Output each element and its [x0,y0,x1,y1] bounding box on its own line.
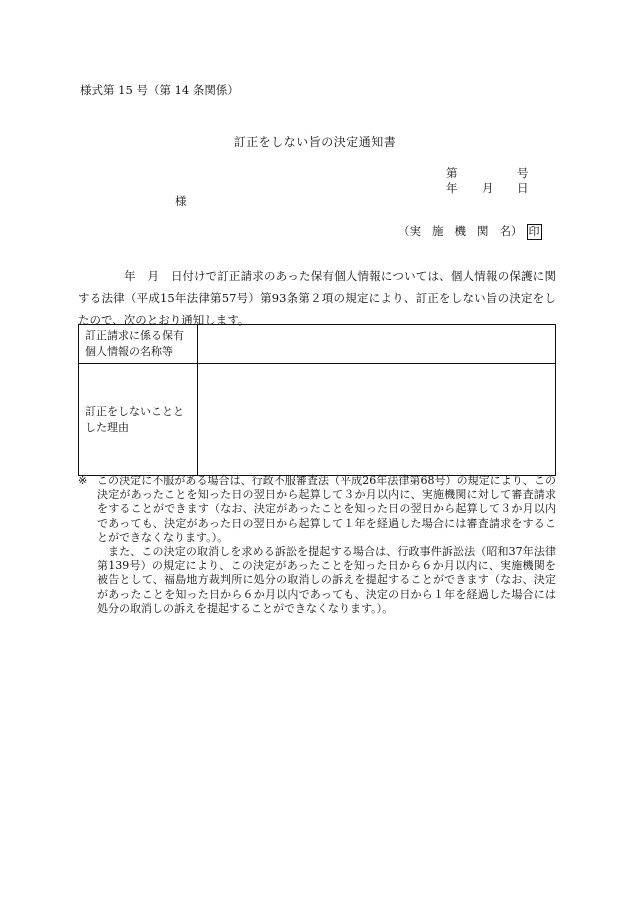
number-suffix: 号 [517,166,529,180]
row-label: 訂正請求に係る保有個人情報の名称等 [79,325,198,364]
row-value [198,325,556,364]
agency-part: 名） [499,224,523,238]
agency-part: 機 [454,224,466,238]
number-prefix: 第 [446,166,458,180]
body-text: 訂正請求のあった保有個人情報については、個人情報の保護に関する法律（平成15年法律第57号）第93条第２項の規定により、訂正をしない旨の決定をしたので、次のとおり通知します。 [78,269,556,327]
info-table [78,324,556,476]
addressee-suffix: 様 [175,194,187,208]
body-date-year: 年 [124,269,136,283]
date-day: 日 [517,181,529,195]
page-title: 訂正をしない旨の決定通知書 [233,135,397,149]
notes-section [78,474,556,616]
note-paragraph: また、この決定の取消しを求める訴訟を提起する場合は、行政事件訴訟法（昭和37年法律第139号）の規定により、この決定があったことを知った日から６か月以内に、実施機関を被告として、福島地方裁判所に処分の取消しの訴えを提起することができます（なお、決定があったことを知った日から６か月以内であっても、決定の日から１年を経過した場合には処分の取消しの訴えを提起することができなくなります。）。 [97,545,556,615]
body-date-month: 月 [147,269,159,283]
agency-part: 関 [477,224,489,238]
table-row [79,364,556,476]
agency-name-line [398,223,553,240]
date-month: 月 [482,181,494,195]
body-date-day: 日付けで [171,269,217,283]
note-paragraph [78,474,556,545]
form-number: 様式第 15 号（第 14 条関係） [80,83,239,97]
row-label: 訂正をしないこととした理由 [79,364,198,476]
agency-part: 施 [432,224,444,238]
note-mark: ※ [78,474,88,487]
date-year: 年 [446,181,458,195]
seal-mark: 印 [528,225,540,238]
table-row [79,325,556,364]
note-text: この決定に不服がある場合は、行政不服審査法（平成26年法律第68号）の規定により、この決定があったことを知った日の翌日から起算して３か月以内に、実施機関に対して審査請求をすることができます（なお、決定があったことを知った日の翌日から起算して３か月以内であっても、決定があった日の翌日から起算して１年を経過した場合には審査請求をすることができなくなります。）。 [97,474,556,544]
agency-part: （実 [398,224,421,238]
row-value [198,364,556,476]
notice-body [78,265,556,331]
